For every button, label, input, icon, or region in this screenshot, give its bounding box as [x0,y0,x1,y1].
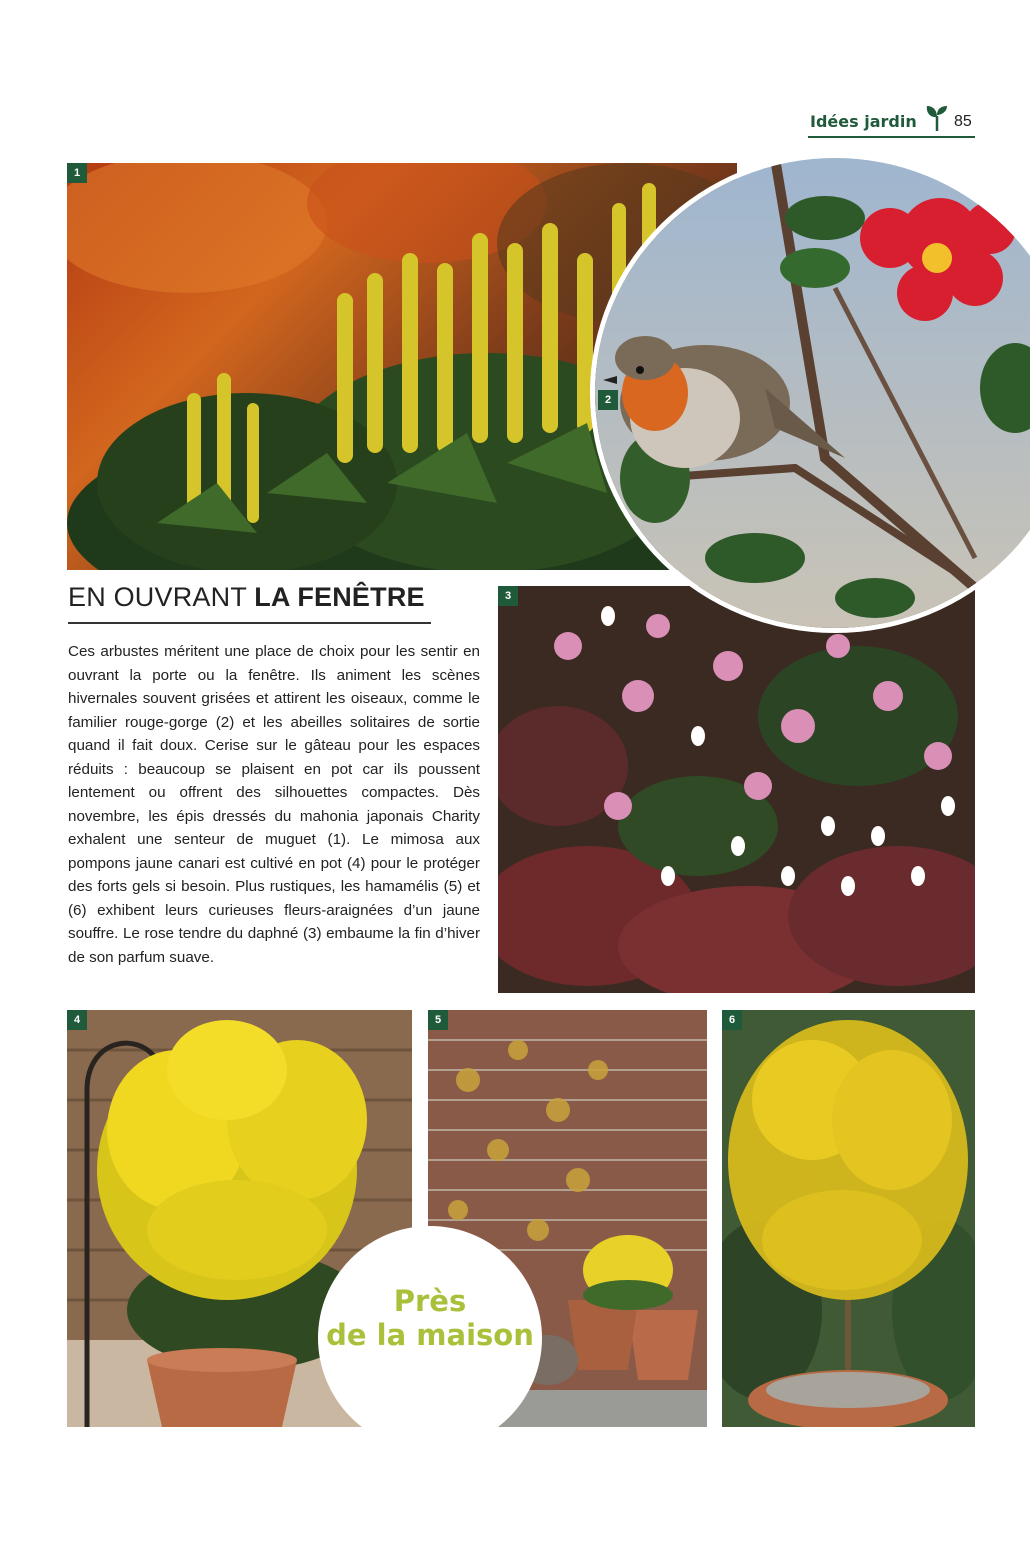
section-badge [318,1226,542,1450]
article-heading [68,582,431,624]
badge-line-2: de la maison [326,1318,534,1352]
photo-number: 1 [67,163,87,183]
photo-number: 3 [498,586,518,606]
sprout-icon [925,104,949,132]
photo-number: 2 [598,390,618,410]
photo-number: 6 [722,1010,742,1030]
badge-line-1: Près [393,1284,467,1318]
photo-daphne [498,586,975,993]
page-number: 85 [954,113,972,130]
photo-number: 4 [67,1010,87,1030]
photo-number: 5 [428,1010,448,1030]
photo-hamamelis-tree [722,1010,975,1427]
heading-light: EN OUVRANT [68,582,255,612]
heading-bold: LA FENÊTRE [254,582,425,612]
section-title: Idées jardin [810,112,917,131]
article-body: Ces arbustes méritent une place de choix pour les sentir en ouvrant la porte ou la fenêtre. Ils animent les scènes hivernales souvent grisées et attirent les oiseaux, comme le familier rouge-gorge (2) et les abeilles solitaires de sortie quand il fait doux. Cerise sur le gâteau pour les espaces réduits : beaucoup se plaisent en pot car ils poussent lentement ou offrent des silhouettes compactes. Dès novembre, les épis dressés du mahonia japonais Charity exhalent une senteur de muguet (1). Le mimosa aux pompons jaune canari est cultivé en pot (4) pour le protéger des forts gels si besoin. Plus rustiques, les hamamélis (5) et (6) exhibent leurs curieuses fleurs-araignées d’un jaune souffre. Le rose tendre du daphné (3) embaume la fin d’hiver de son parfum suave. [68,643,480,966]
section-header [808,104,975,138]
